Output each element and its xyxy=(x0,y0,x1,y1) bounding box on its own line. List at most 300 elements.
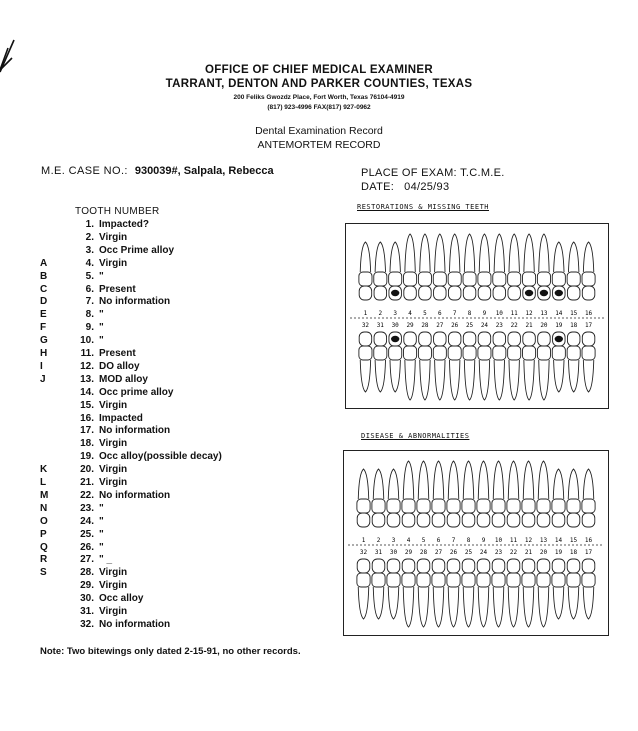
record-subtitle: ANTEMORTEM RECORD xyxy=(257,139,381,151)
upper-tooth-number: 6 xyxy=(436,537,441,544)
tooth-condition: Present xyxy=(99,348,136,359)
upper-tooth-number: 1 xyxy=(361,537,366,544)
lower-tooth-root xyxy=(509,360,519,400)
tooth-letter: H xyxy=(40,348,48,359)
tooth-condition: Occ alloy(possible decay) xyxy=(99,451,222,463)
upper-tooth-crown xyxy=(433,272,446,286)
lower-tooth-number: 18 xyxy=(570,322,578,329)
upper-tooth-root xyxy=(449,234,459,272)
lower-tooth-number: 30 xyxy=(391,322,399,329)
tooth-condition: Virgin xyxy=(99,399,128,411)
upper-tooth-root xyxy=(433,461,444,499)
upper-tooth-crown xyxy=(402,499,415,513)
note: Note: Two bitewings only dated 2-15-91, no other records. xyxy=(40,646,301,657)
lower-tooth-number: 17 xyxy=(584,549,593,556)
lower-tooth-crown xyxy=(433,346,446,360)
lower-tooth-crown xyxy=(357,573,370,587)
upper-tooth-occlusal xyxy=(582,513,595,527)
upper-tooth-crown xyxy=(552,272,565,286)
upper-tooth-crown xyxy=(537,272,550,286)
lower-tooth-occlusal xyxy=(538,332,550,346)
tooth-letter: D xyxy=(40,296,48,308)
upper-tooth-root xyxy=(360,242,370,272)
upper-tooth-crown xyxy=(357,499,370,513)
tooth-number: 3. xyxy=(85,244,94,256)
upper-tooth-root xyxy=(373,469,384,499)
upper-tooth-number: 4 xyxy=(408,310,412,317)
upper-tooth-root xyxy=(358,469,369,499)
lower-tooth-root xyxy=(524,360,534,400)
lower-tooth-crown xyxy=(567,346,580,360)
upper-tooth-root xyxy=(568,469,579,499)
lower-tooth-occlusal xyxy=(402,559,415,573)
lower-tooth-crown xyxy=(417,573,430,587)
upper-tooth-number: 3 xyxy=(393,310,397,317)
upper-tooth-number: 2 xyxy=(376,537,381,544)
upper-tooth-crown xyxy=(508,272,521,286)
upper-tooth-root xyxy=(538,461,549,499)
lower-tooth-root xyxy=(358,587,369,619)
lower-tooth-root xyxy=(435,360,445,400)
lower-tooth-root xyxy=(420,360,430,400)
lower-tooth-number: 27 xyxy=(434,549,443,556)
lower-tooth-occlusal xyxy=(522,559,535,573)
upper-tooth-occlusal xyxy=(477,513,490,527)
lower-tooth-crown xyxy=(432,573,445,587)
upper-tooth-crown xyxy=(582,499,595,513)
tooth-condition: MOD alloy xyxy=(99,373,148,385)
upper-tooth-root xyxy=(493,461,504,499)
upper-tooth-number: 11 xyxy=(510,310,518,317)
restoration-mark xyxy=(540,290,548,296)
upper-tooth-root xyxy=(583,469,594,499)
tooth-number: 26. xyxy=(80,541,94,553)
upper-tooth-crown xyxy=(492,499,505,513)
lower-tooth-number: 31 xyxy=(374,549,383,556)
upper-tooth-number: 12 xyxy=(525,310,533,317)
upper-tooth-occlusal xyxy=(522,513,535,527)
lower-tooth-occlusal xyxy=(434,332,446,346)
disease-diagram xyxy=(344,451,608,635)
upper-tooth-occlusal xyxy=(359,286,371,300)
restorations-title: RESTORATIONS & MISSING TEETH xyxy=(357,203,490,211)
lower-tooth-root xyxy=(554,360,564,392)
lower-tooth-crown xyxy=(567,573,580,587)
upper-tooth-crown xyxy=(462,499,475,513)
upper-tooth-crown xyxy=(493,272,506,286)
upper-tooth-number: 14 xyxy=(554,537,563,544)
office-phone: (817) 923-4996 FAX(817) 927-0962 xyxy=(267,104,371,111)
upper-tooth-root xyxy=(375,242,385,272)
tooth-condition: Virgin xyxy=(99,464,128,476)
lower-tooth-crown xyxy=(537,346,550,360)
upper-tooth-root xyxy=(463,461,474,499)
lower-tooth-occlusal xyxy=(404,332,416,346)
lower-tooth-number: 23 xyxy=(494,549,503,556)
counties-title: TARRANT, DENTON AND PARKER COUNTIES, TEXAS xyxy=(165,78,473,90)
case-number xyxy=(41,165,274,177)
upper-tooth-root xyxy=(403,461,414,499)
tooth-number: 24. xyxy=(80,515,94,527)
upper-tooth-number: 10 xyxy=(494,537,503,544)
upper-tooth-root xyxy=(523,461,534,499)
upper-tooth-number: 12 xyxy=(524,537,533,544)
tooth-condition: No information xyxy=(99,618,171,630)
upper-tooth-crown xyxy=(418,272,431,286)
tooth-number: 21. xyxy=(80,477,94,488)
upper-tooth-root xyxy=(509,234,519,272)
upper-tooth-crown xyxy=(478,272,491,286)
tooth-number: 18. xyxy=(80,438,94,450)
upper-tooth-crown xyxy=(417,499,430,513)
upper-tooth-crown xyxy=(387,499,400,513)
upper-tooth-root xyxy=(390,242,400,272)
office-title: OFFICE OF CHIEF MEDICAL EXAMINER xyxy=(205,64,433,76)
lower-tooth-crown xyxy=(372,573,385,587)
tooth-number: 20. xyxy=(80,464,94,476)
upper-tooth-number: 15 xyxy=(569,537,578,544)
tooth-letter: S xyxy=(40,567,47,579)
lower-tooth-root xyxy=(538,587,549,627)
place-value: T.C.M.E. xyxy=(460,167,505,179)
lower-tooth-root xyxy=(494,360,504,400)
tooth-condition: Virgin xyxy=(99,231,128,243)
disease-chart xyxy=(343,450,609,636)
lower-tooth-occlusal xyxy=(357,559,370,573)
lower-tooth-root xyxy=(390,360,400,392)
tooth-letter: A xyxy=(40,257,48,269)
tooth-condition: " xyxy=(99,541,104,553)
date-label: DATE: xyxy=(361,181,395,193)
lower-tooth-crown xyxy=(492,573,505,587)
lower-tooth-occlusal xyxy=(508,332,520,346)
tooth-letter: P xyxy=(40,528,47,540)
upper-tooth-number: 8 xyxy=(466,537,471,544)
tooth-condition: Impacted? xyxy=(99,219,150,230)
tooth-condition: No information xyxy=(99,489,171,501)
upper-tooth-number: 13 xyxy=(539,537,548,544)
lower-tooth-number: 22 xyxy=(510,322,518,329)
upper-tooth-occlusal xyxy=(434,286,446,300)
office-address: 200 Feliks Gwozdz Place, Fort Worth, Texas 76104-4919 xyxy=(233,94,405,101)
upper-tooth-root xyxy=(568,242,578,272)
lower-tooth-occlusal xyxy=(419,332,431,346)
lower-tooth-occlusal xyxy=(582,332,594,346)
lower-tooth-number: 20 xyxy=(539,549,548,556)
lower-tooth-root xyxy=(433,587,444,627)
lower-tooth-occlusal xyxy=(492,559,505,573)
upper-tooth-root xyxy=(554,242,564,272)
restoration-mark xyxy=(555,336,563,342)
upper-tooth-root xyxy=(418,461,429,499)
restoration-mark xyxy=(555,290,563,296)
tooth-number: 7. xyxy=(85,296,94,308)
lower-tooth-occlusal xyxy=(552,559,565,573)
lower-tooth-number: 21 xyxy=(525,322,533,329)
upper-tooth-crown xyxy=(552,499,565,513)
lower-tooth-root xyxy=(479,360,489,400)
lower-tooth-crown xyxy=(493,346,506,360)
lower-tooth-root xyxy=(583,360,593,392)
lower-tooth-occlusal xyxy=(417,559,430,573)
upper-tooth-occlusal xyxy=(432,513,445,527)
upper-tooth-crown xyxy=(567,272,580,286)
upper-tooth-number: 4 xyxy=(406,537,411,544)
lower-tooth-occlusal xyxy=(507,559,520,573)
tooth-condition: Virgin xyxy=(99,438,128,450)
lower-tooth-crown xyxy=(508,346,521,360)
lower-tooth-crown xyxy=(537,573,550,587)
upper-tooth-root xyxy=(388,469,399,499)
upper-tooth-root xyxy=(405,234,415,272)
lower-tooth-root xyxy=(448,587,459,627)
upper-tooth-occlusal xyxy=(507,513,520,527)
lower-tooth-root xyxy=(464,360,474,400)
place-label: PLACE OF EXAM: xyxy=(361,167,457,179)
upper-tooth-number: 9 xyxy=(482,310,487,317)
tooth-number: 29. xyxy=(80,580,94,592)
upper-tooth-occlusal xyxy=(463,286,475,300)
tooth-number: 5. xyxy=(85,270,94,282)
lower-tooth-crown xyxy=(447,573,460,587)
lower-tooth-occlusal xyxy=(432,559,445,573)
tooth-letter: I xyxy=(40,360,43,372)
lower-tooth-crown xyxy=(478,346,491,360)
exam-date xyxy=(361,181,449,193)
upper-tooth-crown xyxy=(389,272,402,286)
tooth-letter: F xyxy=(40,322,47,334)
lower-tooth-crown xyxy=(523,346,536,360)
upper-tooth-root xyxy=(553,469,564,499)
lower-tooth-root xyxy=(388,587,399,619)
tooth-letter: J xyxy=(40,373,46,385)
upper-tooth-crown xyxy=(374,272,387,286)
tooth-number: 12. xyxy=(80,360,94,372)
lower-tooth-root xyxy=(553,587,564,619)
lower-tooth-occlusal xyxy=(374,332,386,346)
lower-tooth-crown xyxy=(552,346,565,360)
lower-tooth-crown xyxy=(463,346,476,360)
tooth-number: 8. xyxy=(85,309,94,321)
tooth-number: 25. xyxy=(80,528,94,540)
upper-tooth-number: 9 xyxy=(481,537,486,544)
lower-tooth-crown xyxy=(359,346,372,360)
upper-tooth-root xyxy=(478,461,489,499)
place-of-exam xyxy=(361,167,505,179)
lower-tooth-crown xyxy=(522,573,535,587)
lower-tooth-number: 25 xyxy=(465,322,474,329)
tooth-letter: G xyxy=(40,335,48,347)
upper-tooth-crown xyxy=(507,499,520,513)
lower-tooth-crown xyxy=(582,346,595,360)
upper-tooth-crown xyxy=(522,499,535,513)
upper-tooth-number: 1 xyxy=(363,310,368,317)
lower-tooth-root xyxy=(568,587,579,619)
tooth-condition: " xyxy=(99,309,104,321)
case-number-label: M.E. CASE NO.: xyxy=(41,165,128,177)
upper-tooth-occlusal xyxy=(417,513,430,527)
lower-tooth-root xyxy=(418,587,429,627)
upper-tooth-occlusal xyxy=(493,286,505,300)
lower-tooth-root xyxy=(373,587,384,619)
upper-tooth-root xyxy=(479,234,489,272)
tooth-number: 6. xyxy=(85,283,94,295)
tooth-condition: " xyxy=(99,322,104,334)
tooth-number: 10. xyxy=(80,335,94,347)
upper-tooth-root xyxy=(435,234,445,272)
upper-tooth-occlusal xyxy=(582,286,594,300)
upper-tooth-occlusal xyxy=(374,286,386,300)
upper-tooth-number: 5 xyxy=(423,310,427,317)
upper-tooth-occlusal xyxy=(419,286,431,300)
tooth-number: 22. xyxy=(80,489,94,501)
lower-tooth-crown xyxy=(582,573,595,587)
lower-tooth-occlusal xyxy=(463,332,475,346)
lower-tooth-number: 24 xyxy=(480,322,489,329)
tooth-condition: Occ alloy xyxy=(99,593,144,605)
upper-tooth-number: 11 xyxy=(509,537,518,544)
lower-tooth-occlusal xyxy=(462,559,475,573)
lower-tooth-root xyxy=(375,360,385,392)
tooth-condition: Present xyxy=(99,283,136,295)
tooth-condition: " xyxy=(99,270,104,282)
upper-tooth-occlusal xyxy=(567,513,580,527)
tooth-condition: Impacted xyxy=(99,412,143,424)
upper-tooth-crown xyxy=(359,272,372,286)
lower-tooth-root xyxy=(449,360,459,400)
lower-tooth-crown xyxy=(552,573,565,587)
tooth-letter: E xyxy=(40,309,47,321)
lower-tooth-occlusal xyxy=(387,559,400,573)
upper-tooth-occlusal xyxy=(462,513,475,527)
upper-tooth-root xyxy=(448,461,459,499)
upper-tooth-root xyxy=(524,234,534,272)
upper-tooth-occlusal xyxy=(508,286,520,300)
upper-tooth-crown xyxy=(477,499,490,513)
tooth-letter: R xyxy=(40,554,48,566)
lower-tooth-occlusal xyxy=(477,559,490,573)
upper-tooth-root xyxy=(508,461,519,499)
tooth-number: 23. xyxy=(80,502,94,514)
lower-tooth-occlusal xyxy=(448,332,460,346)
lower-tooth-number: 29 xyxy=(404,549,413,556)
tooth-number: 4. xyxy=(85,257,94,269)
restorations-diagram xyxy=(346,224,608,408)
lower-tooth-crown xyxy=(448,346,461,360)
upper-tooth-occlusal xyxy=(567,286,579,300)
lower-tooth-occlusal xyxy=(493,332,505,346)
tooth-letter: B xyxy=(40,270,48,282)
lower-tooth-root xyxy=(478,587,489,627)
lower-tooth-crown xyxy=(389,346,402,360)
tooth-number: 2. xyxy=(85,231,94,243)
case-number-value: 930039#, Salpala, Rebecca xyxy=(134,165,274,177)
upper-tooth-occlusal xyxy=(478,286,490,300)
restoration-mark xyxy=(391,336,399,342)
lower-tooth-number: 23 xyxy=(495,322,503,329)
upper-tooth-number: 6 xyxy=(438,310,442,317)
upper-tooth-crown xyxy=(463,272,476,286)
tooth-number: 1. xyxy=(85,219,94,230)
disease-title: DISEASE & ABNORMALITIES xyxy=(361,432,470,440)
upper-tooth-root xyxy=(494,234,504,272)
tooth-letter: L xyxy=(40,477,47,488)
tooth-condition: Virgin xyxy=(99,567,128,579)
lower-tooth-occlusal xyxy=(537,559,550,573)
lower-tooth-number: 26 xyxy=(451,322,459,329)
upper-tooth-crown xyxy=(582,272,595,286)
tooth-condition: " xyxy=(99,515,104,527)
lower-tooth-crown xyxy=(418,346,431,360)
lower-tooth-crown xyxy=(507,573,520,587)
lower-tooth-number: 19 xyxy=(554,549,563,556)
tooth-condition: No information xyxy=(99,425,171,437)
tooth-letter: C xyxy=(40,283,48,295)
tooth-number: 11. xyxy=(80,348,94,359)
upper-tooth-crown xyxy=(523,272,536,286)
tooth-condition: Virgin xyxy=(99,477,128,488)
tooth-number: 13. xyxy=(80,373,94,385)
restorations-chart xyxy=(345,223,609,409)
upper-tooth-number: 7 xyxy=(452,310,457,317)
upper-tooth-crown xyxy=(404,272,417,286)
lower-tooth-root xyxy=(403,587,414,627)
upper-tooth-root xyxy=(420,234,430,272)
lower-tooth-number: 22 xyxy=(509,549,518,556)
lower-tooth-crown xyxy=(387,573,400,587)
lower-tooth-crown xyxy=(374,346,387,360)
tooth-number: 16. xyxy=(80,412,94,424)
upper-tooth-crown xyxy=(567,499,580,513)
lower-tooth-number: 27 xyxy=(436,322,444,329)
tooth-number: 30. xyxy=(80,593,94,605)
lower-tooth-root xyxy=(583,587,594,619)
tooth-number: 28. xyxy=(80,567,94,579)
upper-tooth-occlusal xyxy=(357,513,370,527)
tooth-condition: DO alloy xyxy=(99,360,140,372)
restoration-mark xyxy=(525,290,533,296)
upper-tooth-occlusal xyxy=(404,286,416,300)
tooth-condition: Virgin xyxy=(99,257,128,269)
lower-tooth-root xyxy=(568,360,578,392)
tooth-number: 27. xyxy=(80,554,94,566)
tooth-condition: No information xyxy=(99,296,171,308)
tooth-number: 14. xyxy=(80,386,94,398)
lower-tooth-root xyxy=(493,587,504,627)
lower-tooth-number: 29 xyxy=(406,322,414,329)
tooth-number-heading: TOOTH NUMBER xyxy=(75,206,160,217)
tooth-condition: Occ prime alloy xyxy=(99,386,174,398)
tooth-condition: " xyxy=(99,502,104,514)
upper-tooth-occlusal xyxy=(447,513,460,527)
tooth-condition: Virgin xyxy=(99,606,128,617)
upper-tooth-number: 16 xyxy=(584,310,593,317)
lower-tooth-number: 30 xyxy=(389,549,398,556)
upper-tooth-number: 5 xyxy=(421,537,426,544)
tooth-letter: Q xyxy=(40,541,48,553)
lower-tooth-number: 19 xyxy=(555,322,563,329)
lower-tooth-root xyxy=(539,360,549,400)
tooth-condition: Occ Prime alloy xyxy=(99,244,175,256)
upper-tooth-number: 8 xyxy=(467,310,472,317)
upper-tooth-number: 3 xyxy=(391,537,396,544)
tooth-letter: N xyxy=(40,502,48,514)
upper-tooth-number: 15 xyxy=(570,310,578,317)
lower-tooth-number: 20 xyxy=(540,322,548,329)
record-title: Dental Examination Record xyxy=(255,125,383,137)
tooth-number: 32. xyxy=(80,618,94,630)
upper-tooth-number: 10 xyxy=(495,310,503,317)
